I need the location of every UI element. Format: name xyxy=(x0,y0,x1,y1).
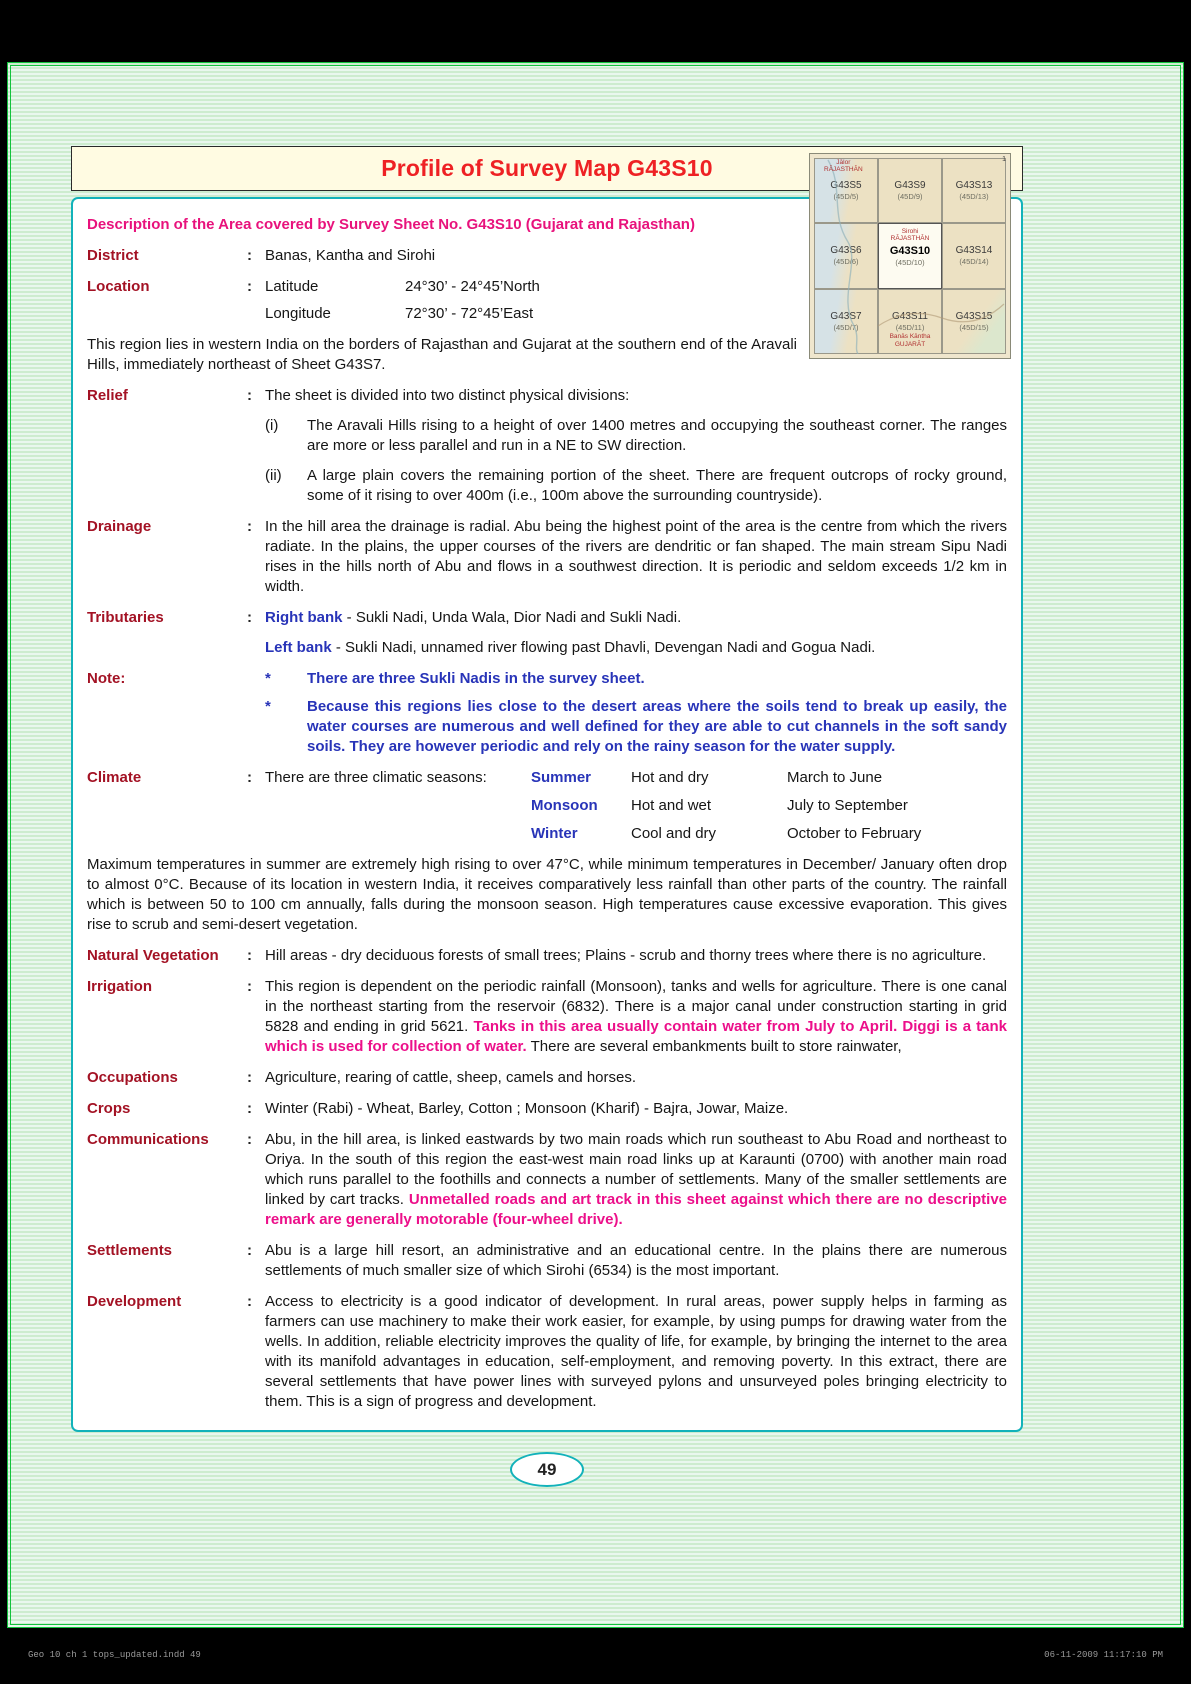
colon: : xyxy=(247,769,252,786)
section-relief xyxy=(87,386,1007,506)
decorative-striped-panel xyxy=(7,62,1184,1628)
item-marker: (ii) xyxy=(265,467,282,484)
left-bank-label: Left bank xyxy=(265,639,332,656)
district-value: Banas, Kantha and Sirohi xyxy=(265,247,436,264)
page-number: 49 xyxy=(537,1459,557,1479)
crops-text: Winter (Rabi) - Wheat, Barley, Cotton ; Monsoon (Kharif) - Bajra, Jowar, Maize. xyxy=(265,1100,789,1117)
map-cell xyxy=(878,289,942,354)
section-occupations xyxy=(87,1068,1007,1088)
colon: : xyxy=(247,947,252,964)
map-cell xyxy=(814,289,878,354)
section-label: District xyxy=(87,247,139,264)
section-label: Tributaries xyxy=(87,609,164,626)
irrigation-text-2: There are several embankments built to store rainwater, xyxy=(526,1038,902,1055)
section-label: Development xyxy=(87,1293,182,1310)
season-name: Summer xyxy=(531,769,592,786)
section-crops xyxy=(87,1099,1007,1119)
colon: : xyxy=(247,1131,252,1148)
colon: : xyxy=(247,1069,252,1086)
longitude-value: 72°30’ - 72°45’East xyxy=(405,305,534,322)
season-name: Monsoon xyxy=(531,797,598,814)
region-label-gujarat-banas-kantha: Banās Kāntha GUJARĀT xyxy=(889,333,931,348)
sheet-name: G43S5 xyxy=(830,180,862,192)
sheet-code: (45D/9) xyxy=(897,192,923,202)
sheet-code: (45D/6) xyxy=(833,257,859,267)
relief-item-1 xyxy=(265,416,1007,456)
colon: : xyxy=(247,278,252,295)
sheet-name: G43S14 xyxy=(955,245,993,257)
area-description-heading: Description of the Area covered by Survey Sheet No. G43S10 (Gujarat and Rajasthan) xyxy=(87,216,695,233)
section-drainage xyxy=(87,517,1007,597)
map-cell xyxy=(814,223,878,288)
development-text: Access to electricity is a good indicator of development. In rural areas, power supply helps in farming as farmers can use machinery to make their work easier, for example, by using pumps for drawing water from the wells. In addition, reliable electricity improves the quality of life, for example, by bringing the internet to the area with its manifold advantages in education, self-employment, and removing poverty. In this extract, there are several settlements that have power lines with surveyed pylons and unsurveyed poles bringing electricity to them. This is a sign of progress and development. xyxy=(265,1293,1007,1410)
profile-card xyxy=(71,146,1023,1487)
note-text: There are three Sukli Nadis in the survey sheet. xyxy=(307,670,645,687)
latitude-label: Latitude xyxy=(265,278,319,295)
sheet-code: (45D/13) xyxy=(959,192,989,202)
section-label: Occupations xyxy=(87,1069,178,1086)
map-cell-current-sheet xyxy=(878,223,942,288)
location-value xyxy=(265,277,797,324)
season-months: October to February xyxy=(787,825,922,842)
season-weather: Hot and dry xyxy=(631,769,709,786)
sheet-name: G43S9 xyxy=(894,180,926,192)
sheet-name: G43S13 xyxy=(955,180,993,192)
colon: : xyxy=(247,518,252,535)
occupations-text: Agriculture, rearing of cattle, sheep, camels and horses. xyxy=(265,1069,637,1086)
sheet-name: G43S7 xyxy=(830,310,862,322)
footer-filename: Geo 10 ch 1 tops_updated.indd 49 xyxy=(28,1650,201,1660)
colon: : xyxy=(247,1293,252,1310)
irrigation-text-1: This region is dependent on the periodic rainfall (Monsoon), tanks and wells for agriculture. There is one canal in the northeast starting from the reservoir (6832). There is a major canal under construction starting in grid 5828 and ending in grid 5621. xyxy=(265,978,1007,1035)
colon: : xyxy=(247,387,252,404)
note-marker: * xyxy=(265,670,271,687)
sheet-code: (45D/7) xyxy=(833,322,859,332)
sheet-name: G43S6 xyxy=(830,245,862,257)
latitude-value: 24°30’ - 24°45’North xyxy=(405,278,540,295)
colon: : xyxy=(247,609,252,626)
settlements-text: Abu is a large hill resort, an administrative and an educational centre. In the plains there are numerous settlements of much smaller size of which Sirohi (6534) is the most important. xyxy=(265,1242,1007,1279)
section-label: Irrigation xyxy=(87,978,153,995)
sheet-name: G43S10 xyxy=(889,244,931,257)
section-communications xyxy=(87,1130,1007,1230)
note-item-1 xyxy=(265,669,1007,689)
map-cell xyxy=(878,158,942,223)
page-title: Profile of Survey Map G43S10 xyxy=(381,155,713,181)
climate-value xyxy=(265,768,1007,844)
item-text: The Aravali Hills rising to a height of over 1400 metres and occupying the southeast corner. The ranges are more or less parallel and run in a NE to SW direction. xyxy=(307,417,1007,454)
section-location xyxy=(87,277,797,324)
communications-highlight: Unmetalled roads and art track in this sheet against which there are no descriptive remark are generally motorable (four-wheel drive). xyxy=(265,1191,1007,1228)
season-name: Winter xyxy=(531,825,578,842)
sheet-code: (45D/11) xyxy=(895,322,925,332)
map-grid xyxy=(814,158,1006,354)
section-district xyxy=(87,246,797,266)
region-label-rajasthan-sirohi: Sirohi RĀJASTHĀN xyxy=(890,228,930,243)
section-label: Climate xyxy=(87,769,142,786)
section-label: Communications xyxy=(87,1131,209,1148)
season-months: March to June xyxy=(787,769,883,786)
relief-intro: The sheet is divided into two distinct physical divisions: xyxy=(265,387,630,404)
section-label: Drainage xyxy=(87,518,152,535)
map-cell xyxy=(814,158,878,223)
latitude-row xyxy=(265,277,797,297)
note-marker: * xyxy=(265,698,271,715)
left-bank-text: - Sukli Nadi, unnamed river flowing past Dhavli, Devengan Nadi and Gogua Nadi. xyxy=(331,639,876,656)
section-label: Natural Vegetation xyxy=(87,947,219,964)
map-cell xyxy=(942,223,1006,288)
right-bank-text: - Sukli Nadi, Unda Wala, Dior Nadi and Sukli Nadi. xyxy=(342,609,682,626)
colon: : xyxy=(247,1242,252,1259)
right-bank-line xyxy=(265,608,1007,628)
sheet-code: (45D/5) xyxy=(833,192,859,202)
intro-paragraph: This region lies in western India on the borders of Rajasthan and Gujarat at the southern end of the Aravali Hills, immediately northeast of Sheet G43S7. xyxy=(87,336,797,373)
irrigation-highlight: Tanks in this area usually contain water from July to April. Diggi is a tank which is used for collection of water. xyxy=(265,1018,1008,1055)
note-item-2 xyxy=(265,697,1007,757)
section-climate xyxy=(87,768,1007,844)
left-bank-line xyxy=(265,638,1007,658)
seasons-table xyxy=(531,768,1007,844)
season-weather: Cool and dry xyxy=(631,825,717,842)
section-label: Settlements xyxy=(87,1242,173,1259)
colon: : xyxy=(247,247,252,264)
colon: : xyxy=(247,1100,252,1117)
season-months: July to September xyxy=(787,797,908,814)
map-corner-number: 1 xyxy=(1002,156,1006,163)
drainage-text: In the hill area the drainage is radial. Abu being the highest point of the area is the centre from which the rivers radiate. In the plains, the upper courses of the rivers are dendritic or fan shaped. The main stream Sipu Nadi rises in the hills north of Abu and flows in a southwest direction. It is periodic and seldom exceeds 1/2 km in width. xyxy=(265,518,1007,595)
climate-intro: There are three climatic seasons: xyxy=(265,769,487,786)
map-cell xyxy=(942,158,1006,223)
region-label-rajasthan-jalor: Jālor RĀJASTHĀN xyxy=(824,159,863,174)
sheet-name: G43S11 xyxy=(892,310,928,322)
item-marker: (i) xyxy=(265,417,279,434)
section-natural-vegetation xyxy=(87,946,1007,966)
sheet-code: (45D/14) xyxy=(959,257,989,267)
right-bank-label: Right bank xyxy=(265,609,343,626)
page-number-badge xyxy=(510,1452,584,1487)
sheet-code: (45D/10) xyxy=(895,257,925,267)
note-value xyxy=(265,669,1007,757)
map-cell xyxy=(942,289,1006,354)
communications-text-1: Abu, in the hill area, is linked eastwards by two main roads which run southeast to Abu Road and northeast to Oriya. In the south of this region the east-west main road links up at Karaunti (0700) with another main road which runs parallel to the foothills and connects a number of settlements. Many of the smaller settlements are linked by cart tracks. xyxy=(265,1131,1007,1208)
sheet-code: (45D/15) xyxy=(959,322,989,332)
irrigation-text xyxy=(265,977,1007,1057)
natural-vegetation-text: Hill areas - dry deciduous forests of small trees; Plains - scrub and thorny trees where there is no agriculture. xyxy=(265,947,987,964)
section-development xyxy=(87,1292,1007,1412)
communications-text xyxy=(265,1130,1007,1230)
season-weather: Hot and wet xyxy=(631,797,712,814)
section-note xyxy=(87,669,1007,757)
section-settlements xyxy=(87,1241,1007,1281)
section-irrigation xyxy=(87,977,1007,1057)
relief-item-2 xyxy=(265,466,1007,506)
colon: : xyxy=(247,978,252,995)
section-label: Relief xyxy=(87,387,128,404)
longitude-row xyxy=(265,304,797,324)
survey-index-map xyxy=(809,153,1011,359)
tributaries-value xyxy=(265,608,1007,658)
section-label: Crops xyxy=(87,1100,131,1117)
section-label: Location xyxy=(87,278,150,295)
footer-timestamp: 06-11-2009 11:17:10 PM xyxy=(1044,1650,1163,1660)
note-text: Because this regions lies close to the desert areas where the soils tend to break up easily, the water courses are numerous and well defined for they are able to cut channels in the soft sandy soils. They are however periodic and rely on the rainy season for the water supply. xyxy=(307,698,1007,755)
longitude-label: Longitude xyxy=(265,305,331,322)
item-text: A large plain covers the remaining portion of the sheet. There are frequent outcrops of rocky ground, some of it rising to over 400m (i.e., 100m above the surrounding countryside). xyxy=(307,467,1007,504)
section-label: Note: xyxy=(87,670,126,687)
relief-value xyxy=(265,386,1007,506)
temperature-paragraph: Maximum temperatures in summer are extremely high rising to over 47°C, while minimum temperatures in December/ January often drop to almost 0°C. Because of its location in western India, it receives comparatively less rainfall than other parts of the country. The rainfall which is between 50 to 100 cm annually, falls during the monsoon season. High temperatures cause excessive evaporation. This gives rise to scrub and semi-desert vegetation. xyxy=(87,856,1007,933)
content-box xyxy=(71,197,1023,1432)
sheet-name: G43S15 xyxy=(955,310,993,322)
section-tributaries xyxy=(87,608,1007,658)
